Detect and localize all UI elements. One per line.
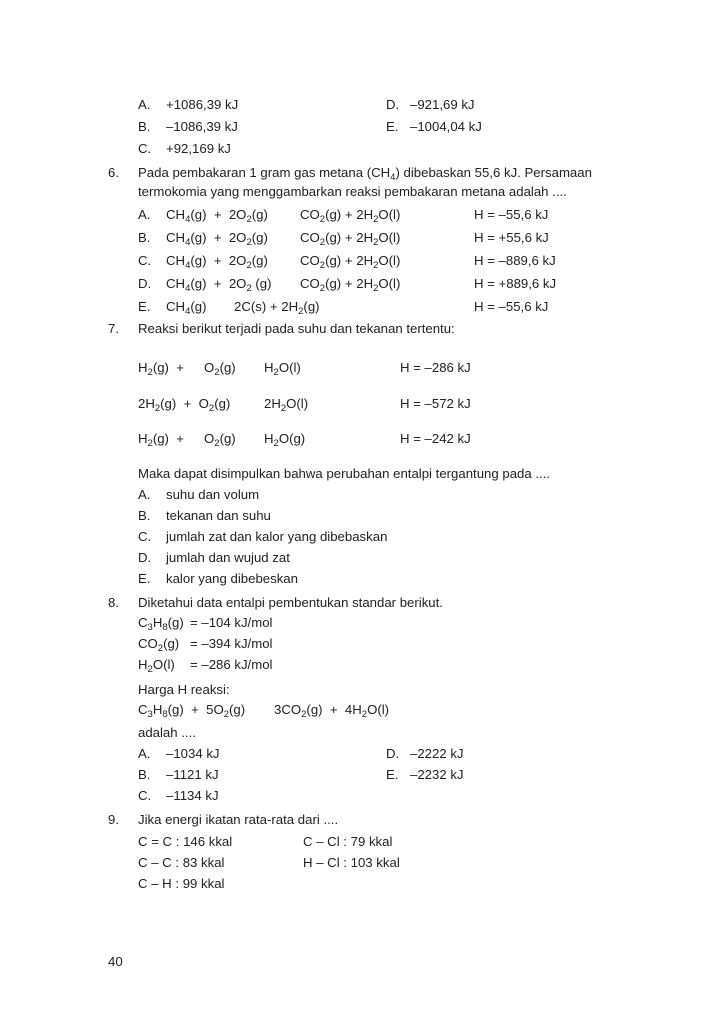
q8-data-h2o: $H_2O(l)$ = –286 kJ/mol [138,657,273,675]
q7-option-b: B. tekanan dan suhu [138,508,271,523]
q8-harga: Harga H reaksi: [138,682,230,697]
q8-adalah: adalah .... [138,725,196,740]
q5-option-b: B. –1086,39 kJ [138,119,238,134]
q8-text: Diketahui data entalpi pembentukan standar berikut. [138,595,443,610]
q5-option-c: C. +92,169 kJ [138,141,231,156]
q6-option-a: A. $CH_4(g) + 2O_2(g)$ $CO_2(g) + 2H_2O(l)$ H = –55,6 kJ [138,207,549,225]
q7-conclusion: Maka dapat disimpulkan bahwa perubahan entalpi tergantung pada .... [138,466,551,481]
q9-bond-c-h: C – H : 99 kkal [138,876,225,891]
q8-option-e: E. –2232 kJ [386,767,464,782]
page-number: 40 [108,954,123,969]
q8-data-co2: $CO_2(g)$ = –394 kJ/mol [138,636,273,654]
q6-number: 6. [108,165,119,180]
q9-number: 9. [108,812,119,827]
q7-text: Reaksi berikut terjadi pada suhu dan tekanan tertentu: [138,321,455,336]
q9-bond-c-double-c: C = C : 146 kkal [138,834,233,849]
q6-option-b: B. $CH_4(g) + 2O_2(g)$ $CO_2(g) + 2H_2O(l)$ H = +55,6 kJ [138,230,549,248]
q6-text-line1: Pada pembakaran 1 gram gas metana $(CH_4)$ dibebaskan 55,6 kJ. Persamaan [138,165,592,183]
q8-option-b: B. –1121 kJ [138,767,219,782]
q8-option-c: C. –1134 kJ [138,788,219,803]
q7-option-a: A. suhu dan volum [138,487,260,502]
q8-number: 8. [108,595,119,610]
q8-data-c3h8: $C_3H_8(g)$ = –104 kJ/mol [138,615,273,633]
q7-reaction-2: $2H_2(g) + O_2(g)$ $2H_2O(l)$ H = –572 kJ [138,396,471,414]
q8-reaction: $C_3H_8(g) + 5O_2(g)$ $3CO_2(g) + 4H_2O(l)$ [138,702,390,720]
q7-option-e: E. kalor yang dibebeskan [138,571,298,586]
q5-option-d: D. –921,69 kJ [386,97,475,112]
q8-option-a: A. –1034 kJ [138,746,220,761]
q7-option-d: D. jumlah dan wujud zat [138,550,290,565]
q7-option-c: C. jumlah zat dan kalor yang dibebaskan [138,529,388,544]
q6-option-d: D. $CH_4(g) + 2O_2$ (g) $CO_2(g) + 2H_2O(l)$ H = +889,6 kJ [138,276,557,294]
q7-number: 7. [108,321,119,336]
q9-bond-h-cl: H – Cl : 103 kkal [303,855,400,870]
q5-option-a: A. +1086,39 kJ [138,97,239,112]
q6-text-line2: termokomia yang menggambarkan reaksi pembakaran metana adalah .... [138,184,567,199]
q6-option-c: C. $CH_4(g) + 2O_2(g)$ $CO_2(g) + 2H_2O(l)$ H = –889,6 kJ [138,253,556,271]
q5-option-e: E. –1004,04 kJ [386,119,482,134]
q8-option-d: D. –2222 kJ [386,746,464,761]
q9-bond-c-c: C – C : 83 kkal [138,855,225,870]
q7-reaction-3: $H_2(g)$ + $O_2(g)$ $H_2O(g)$ H = –242 kJ [138,431,471,449]
q6-option-e: E. $CH_4(g)$ $2C(s) + 2H_2(g)$ H = –55,6 kJ [138,299,549,317]
q9-text: Jika energi ikatan rata-rata dari .... [138,812,339,827]
q7-reaction-1: $H_2(g)$ + $O_2(g)$ $H_2O(l)$ H = –286 kJ [138,360,471,378]
q9-bond-c-cl: C – Cl : 79 kkal [303,834,393,849]
